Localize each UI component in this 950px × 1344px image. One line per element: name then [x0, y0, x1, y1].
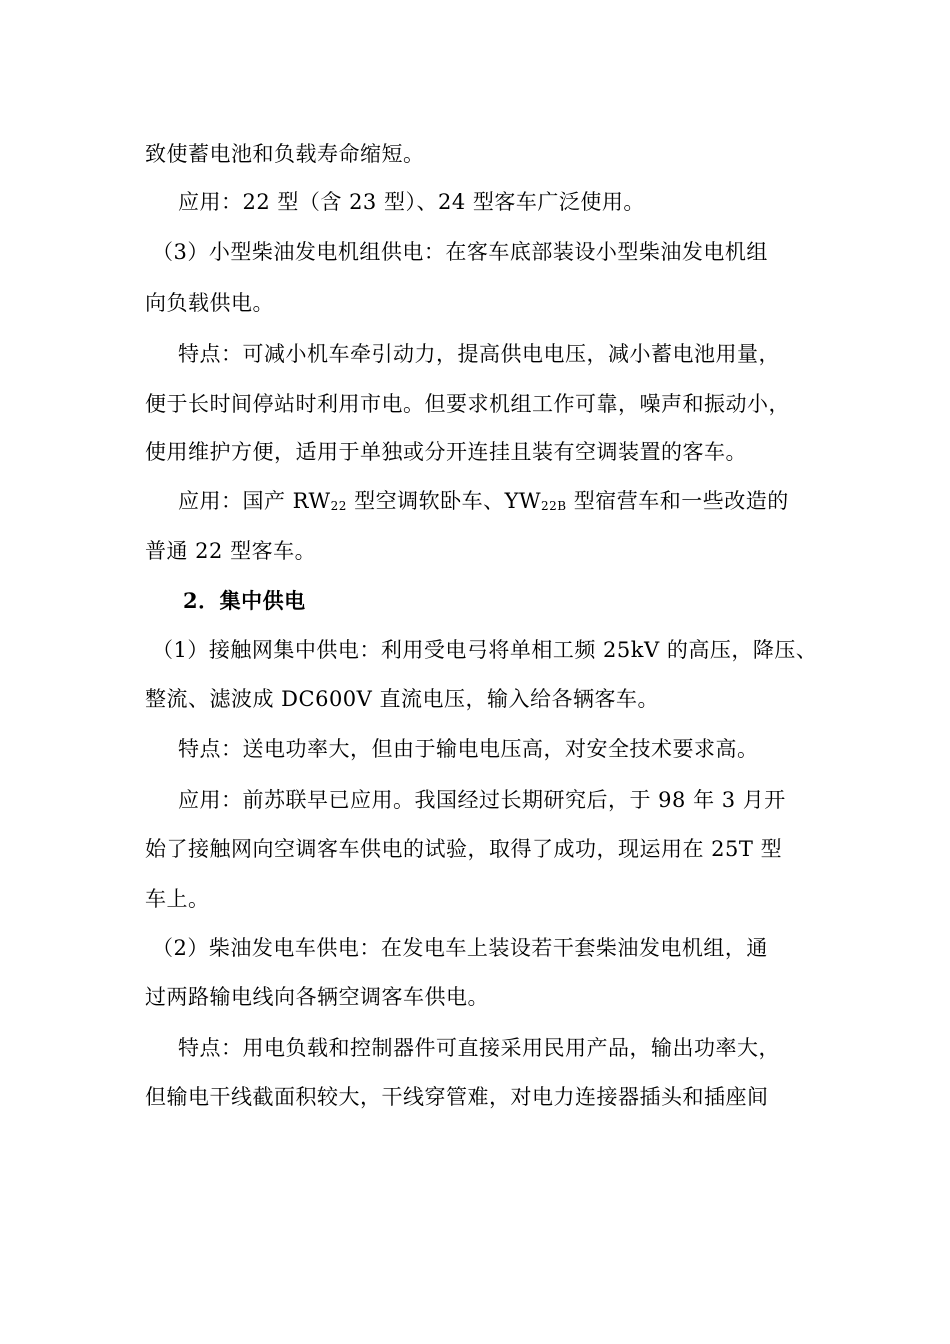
text-run: 型空调软卧车、YW — [346, 489, 542, 513]
subscript: 22 — [330, 499, 347, 513]
paragraph-line: （2）柴油发电车供电：在发电车上装设若干套柴油发电机组，通 — [152, 936, 768, 960]
text-run: 应用：国产 RW — [178, 489, 331, 513]
paragraph-line: 致使蓄电池和负载寿命缩短。 — [145, 142, 425, 166]
paragraph-line: 特点：用电负载和控制器件可直接采用民用产品，输出功率大， — [178, 1036, 780, 1060]
text-run: 型宿营车和一些改造的 — [566, 489, 789, 513]
paragraph-line: 整流、滤波成 DC600V 直流电压，输入给各辆客车。 — [145, 687, 660, 711]
paragraph-line: 应用：前苏联早已应用。我国经过长期研究后，于 98 年 3 月开 — [178, 788, 786, 812]
paragraph-line: 特点：可减小机车牵引动力，提高供电电压，减小蓄电池用量， — [178, 342, 780, 366]
section-heading: 2．集中供电 — [183, 588, 306, 613]
paragraph-line: 过两路输电线向各辆空调客车供电。 — [145, 985, 489, 1009]
paragraph-line: 应用：22 型（含 23 型）、24 型客车广泛使用。 — [178, 190, 645, 214]
subscript: 22B — [541, 499, 567, 513]
paragraph-line: 向负载供电。 — [145, 291, 274, 315]
paragraph-line: （3）小型柴油发电机组供电：在客车底部装设小型柴油发电机组 — [152, 240, 768, 264]
paragraph-line: 但输电干线截面积较大，干线穿管难，对电力连接器插头和插座间 — [145, 1085, 769, 1109]
paragraph-line: 使用维护方便，适用于单独或分开连挂且装有空调装置的客车。 — [145, 440, 747, 464]
paragraph-line: 便于长时间停站时利用市电。但要求机组工作可靠，噪声和振动小， — [145, 392, 790, 416]
paragraph-line: （1）接触网集中供电：利用受电弓将单相工频 25kV 的高压，降压、 — [152, 638, 818, 662]
paragraph-line: 特点：送电功率大，但由于输电电压高，对安全技术要求高。 — [178, 737, 759, 761]
paragraph-line: 普通 22 型客车。 — [145, 539, 317, 563]
paragraph-line: 始了接触网向空调客车供电的试验，取得了成功，现运用在 25T 型 — [145, 837, 783, 861]
paragraph-line — [178, 487, 789, 520]
paragraph-line: 车上。 — [145, 887, 210, 911]
